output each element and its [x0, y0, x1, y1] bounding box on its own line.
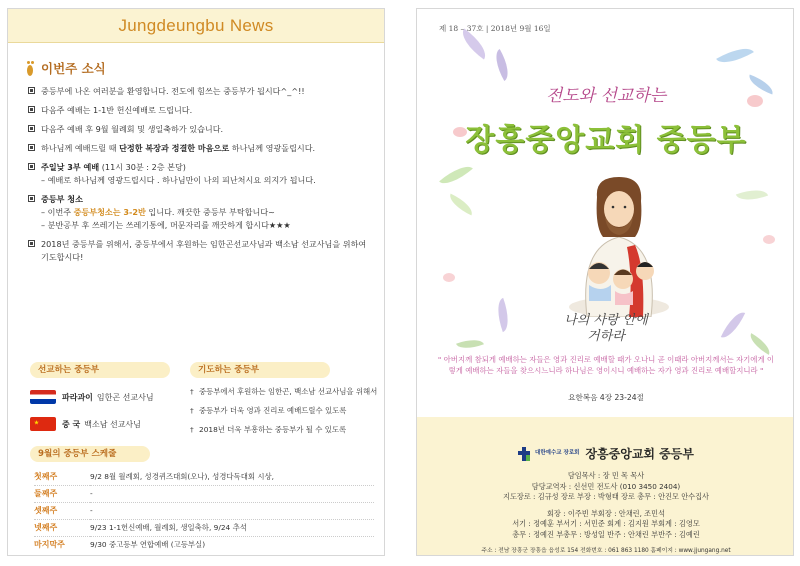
love-phrase: 나의 사랑 안에 거하라	[564, 313, 648, 344]
staff-list	[417, 471, 794, 541]
mission-item: 중 국 백소남 선교사님	[30, 413, 180, 435]
news-section-title: 이번주 소식	[26, 59, 106, 77]
table-row: 셋째주 -	[34, 502, 374, 519]
news-item: 중등부에 나온 여러분을 환영합니다. 전도에 힘쓰는 중등부가 됩시다^_^!!	[28, 85, 373, 98]
news-item: 다음주 예배 후 9월 월례회 및 생일축하가 있습니다.	[28, 123, 373, 136]
issue-date: 제 18 – 37호 | 2018년 9월 16일	[439, 24, 551, 33]
staff-line: 지도장로 : 김규성 장로 부장 : 박형태 장로 총무 : 안진모 안수집사	[503, 492, 709, 502]
bible-verse: " 아버지께 참되게 예배하는 자들은 영과 진리로 예배할 때가 오나니 곧 이때라 아버지께서는 자기에게 이렇게 예배하는 자들을 찾으시느니라 하나님은 영이시니 예배하는 자가 영과 진리로 예배할지니라 "	[437, 355, 775, 375]
table-row: 둘째주 -	[34, 485, 374, 502]
officer-line: 회장 : 이주빈 부회장 : 안채린, 조민석	[546, 508, 666, 518]
newsletter-header-title: Jungdeungbu News	[118, 16, 274, 35]
newsletter-header	[8, 9, 384, 43]
news-item: 하나님께 예배드릴 때 단정한 복장과 정결한 마음으로 하나님께 영광돌립시다.	[28, 142, 373, 155]
prayer-item: † 중등부가 더욱 영과 진리로 예배드릴수 있도록	[190, 405, 385, 416]
footprint-icon	[26, 61, 35, 76]
table-row: 넷째주 9/23 1-1헌신예배, 월례회, 생일축하, 9/24 추석	[34, 519, 374, 536]
prayer-item: † 2018년 더욱 부흥하는 중등부가 될 수 있도록	[190, 424, 385, 435]
prayer-section-title: 기도하는 중등부	[190, 362, 330, 378]
checkbox-bullet-icon	[28, 163, 35, 170]
mission-item: 파라과이 임한곤 선교사님	[30, 386, 180, 408]
checkbox-bullet-icon	[28, 106, 35, 113]
news-item: 2018년 중등부를 위해서, 중등부에서 후원하는 임한곤선교사님과 백소남 선교사님을 위하여 기도합시다!	[28, 238, 373, 264]
church-name: 장흥중앙교회 중등부	[585, 447, 694, 461]
cover-subtitle: 전도와 선교하는	[545, 86, 667, 106]
staff-line: 담당교역자 : 신선민 전도사 (010 3450 2404)	[531, 481, 681, 491]
left-page	[7, 8, 385, 556]
news-item: 중등부 청소 – 이번주 중등부청소는 3-2반 입니다. 깨끗한 중등부 부탁합니다~ – 분반공부 후 쓰레기는 쓰레기통에, 머문자리를 깨끗하게 합시다★★★	[28, 193, 373, 232]
checkbox-bullet-icon	[28, 144, 35, 151]
bible-verse-reference: 요한복음 4장 23-24절	[568, 393, 644, 402]
jesus-children-illustration	[549, 167, 689, 317]
paraguay-flag-icon	[30, 390, 56, 404]
prayer-list	[190, 386, 385, 443]
denomination-label: 대한예수교 장로회	[535, 450, 580, 457]
china-flag-icon	[30, 417, 56, 431]
checkbox-bullet-icon	[28, 125, 35, 132]
staff-line: 담임목사 : 장 민 목 목사	[567, 471, 645, 480]
checkbox-bullet-icon	[28, 240, 35, 247]
missions-list	[30, 386, 180, 440]
schedule-section-title: 9월의 중등부 스케줄	[30, 446, 150, 462]
prayer-item: † 중등부에서 후원하는 임한곤, 백소남 선교사님을 위해서	[190, 386, 385, 397]
news-list	[28, 85, 373, 270]
table-row: 첫째주 9/2 8월 월례회, 성경퀴즈대회(오나), 성경다독대회 시상,	[34, 471, 274, 481]
officer-line: 서기 : 정예훈 부서기 : 서민준 회계 : 김지원 부회계 : 김영모	[512, 519, 700, 529]
missions-section-title: 선교하는 중등부	[30, 362, 170, 378]
church-address: 주소 : 전남 장흥군 장흥읍 읍성로 154 전화번호 : 061 863 1180 홈페이지 : www.jjungang.net	[481, 548, 731, 554]
checkbox-bullet-icon	[28, 195, 35, 202]
right-page	[416, 8, 794, 556]
checkbox-bullet-icon	[28, 87, 35, 94]
church-logo-row	[417, 445, 794, 462]
cover-title: 장흥중앙교회 중등부	[465, 123, 747, 158]
table-row: 마지막주 9/30 중고등부 연합예배 (고등부실)	[34, 536, 374, 553]
cross-logo-icon	[518, 447, 530, 461]
news-item: 다음주 예배는 1-1반 헌신예배로 드립니다.	[28, 104, 373, 117]
schedule-table	[34, 468, 374, 553]
officer-line: 총무 : 정예진 부총무 : 방성일 반주 : 안채린 부반주 : 김예린	[512, 529, 700, 539]
news-item: 주일낮 3부 예배 (11시 30분 : 2층 본당) – 예배로 하나님께 영광드립시다 . 하나님만이 나의 피난처시요 의지가 됩니다.	[28, 161, 373, 187]
church-info-panel	[417, 417, 794, 556]
